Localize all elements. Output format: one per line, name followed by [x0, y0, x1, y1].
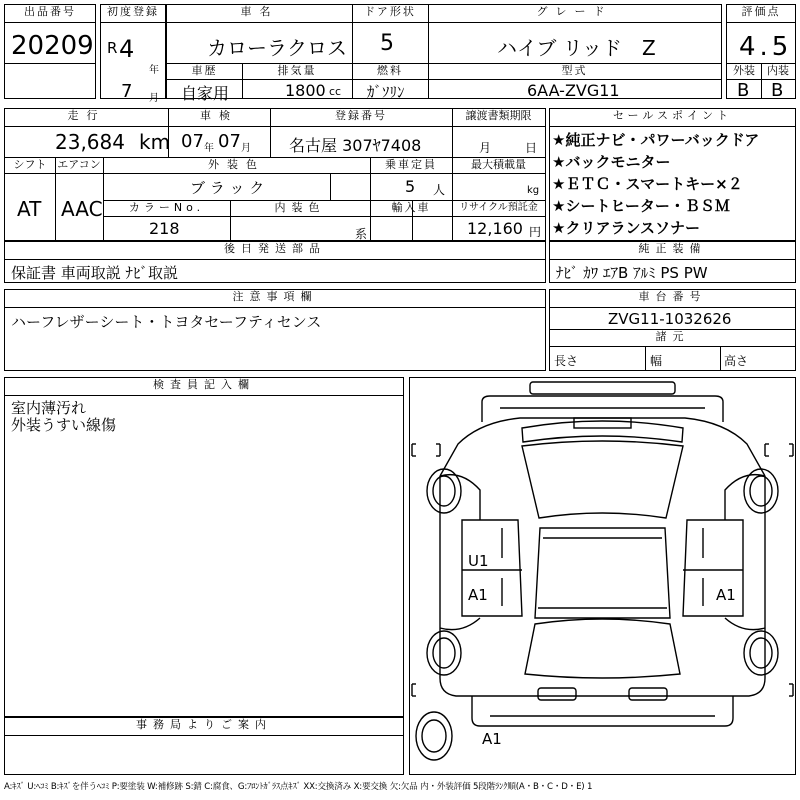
equipment-label: 純正装備 — [638, 242, 707, 255]
displacement-label: 排気量 — [277, 64, 317, 77]
sales-point-2: ★バックモニター — [552, 153, 671, 171]
chassis-box — [549, 289, 796, 371]
fuel-label: 燃料 — [377, 64, 403, 77]
notes-label: 注意事項欄 — [232, 290, 318, 303]
car-diagram — [409, 377, 796, 775]
office-label: 事務局よりご案内 — [136, 718, 272, 731]
inspector-box — [4, 377, 404, 717]
shipping-parts-label: 後日発送部品 — [224, 242, 326, 255]
damage-mark-left-front-door: U1 — [468, 552, 489, 570]
grade-label: グレード — [536, 5, 613, 18]
damage-mark-left-rear-door: A1 — [468, 586, 488, 604]
chassis-number: ZVG11-1032626 — [608, 310, 732, 328]
lot-number: 20209 — [11, 31, 94, 61]
inspection-label: 車検 — [200, 109, 238, 122]
exterior-label: 外装 — [733, 64, 755, 77]
car-diagram-svg — [410, 378, 795, 774]
exterior-grade: B — [737, 80, 750, 101]
interior-label: 内装 — [767, 64, 789, 77]
shift: AT — [17, 197, 42, 221]
vehicle-detail-box — [4, 108, 546, 241]
history: 自家用 — [181, 84, 230, 103]
capacity-label: 乗車定員 — [385, 158, 437, 171]
ac-label: エアコン — [57, 158, 101, 171]
notes-box — [4, 289, 546, 371]
width-label: 幅 — [650, 354, 663, 368]
month-unit: 月 — [149, 93, 159, 104]
sales-point-4: ★シートヒーター・ＢＳＭ — [552, 197, 730, 215]
door-label: ドア形状 — [364, 5, 416, 18]
length-label: 長さ — [554, 354, 579, 368]
recycle-unit: 円 — [529, 225, 542, 239]
import-label: 輸入車 — [391, 201, 431, 214]
score-label: 評価点 — [741, 5, 781, 18]
era: R — [107, 39, 118, 57]
inspection-year: 07 — [181, 131, 204, 152]
model: 6AA-ZVG11 — [527, 81, 620, 100]
interior-color-label: 内装色 — [274, 201, 326, 214]
damage-mark-right-rear-door: A1 — [716, 586, 736, 604]
equipment: ﾅﾋﾞ ｶﾜ ｴｱB ｱﾙﾐ PS PW — [556, 264, 708, 282]
inspection-year-unit: 年 — [204, 143, 214, 154]
damage-mark-rear-bumper: A1 — [482, 730, 502, 748]
transfer-month: 月 — [479, 141, 492, 155]
interior-color-unit: 系 — [355, 227, 368, 241]
spec-box — [166, 4, 722, 103]
displacement-unit: cc — [329, 85, 342, 98]
transfer-day: 日 — [525, 141, 538, 155]
recycle-label: リサイクル預託金 — [459, 202, 538, 213]
plate-number: 名古屋 307ﾔ7408 — [289, 136, 422, 155]
load-unit: kg — [527, 185, 540, 196]
plate-label: 登録番号 — [335, 109, 387, 122]
interior-grade: B — [771, 80, 784, 101]
sales-point-1: ★純正ナビ・パワーバックドア — [552, 131, 760, 149]
shipping-parts-box — [4, 241, 546, 283]
first-registration-box — [100, 4, 166, 104]
displacement: 1800 — [285, 81, 326, 100]
mileage: 23,684 — [55, 130, 125, 154]
sales-point-3: ★ＥＴＣ・スマートキー×２ — [552, 175, 743, 193]
inspection-month-unit: 月 — [241, 143, 251, 154]
sales-points-box — [549, 108, 796, 241]
color-number-label: カラーNo. — [128, 201, 205, 214]
inspection-month: 07 — [218, 131, 241, 152]
transfer-label: 譲渡書類期限 — [465, 109, 532, 122]
sales-points-label: セールスポイント — [612, 109, 732, 122]
height-label: 高さ — [724, 354, 749, 368]
sales-point-5: ★クリアランスソナー — [552, 219, 700, 237]
air-conditioner: AAC — [61, 197, 103, 221]
dims-label: 諸元 — [655, 330, 690, 343]
inspector-note-1: 室内薄汚れ — [11, 399, 87, 417]
fuel: ｶﾞｿﾘﾝ — [367, 83, 405, 101]
mileage-label: 走行 — [67, 109, 106, 122]
history-label: 車歴 — [191, 64, 218, 77]
color-label: 外装色 — [208, 158, 265, 171]
score: 4.5 — [739, 32, 793, 62]
capacity: 5 — [405, 177, 416, 196]
score-box — [726, 4, 796, 99]
lot-label: 出品番号 — [24, 5, 76, 18]
chassis-label: 車台番号 — [638, 290, 707, 303]
shift-label: シフト — [13, 158, 47, 171]
inspector-label: 検査員記入欄 — [153, 378, 255, 391]
office-box — [4, 717, 404, 775]
inspector-note-2: 外装うすい線傷 — [11, 416, 117, 434]
mileage-unit: km — [139, 130, 171, 154]
recycle-fee: 12,160 — [467, 219, 523, 238]
color-number: 218 — [149, 219, 180, 238]
model-label: 型式 — [561, 64, 588, 77]
first-reg-year: 4 — [119, 35, 135, 63]
door-count: 5 — [380, 31, 394, 56]
equipment-box — [549, 241, 796, 283]
legend: A:ｷｽﾞ U:ﾍｺﾐ B:ｷｽﾞを伴うﾍｺﾐ P:要塗装 W:補修跡 S:錆 C:腐食、G:ﾌﾛﾝﾄｶﾞﾗｽ点ｷｽﾞ XX:交換済み X:要交換 欠:欠品 内・外装評価 5段階ﾗﾝｸ順(A・B・C・D・E) 1 — [4, 782, 593, 792]
shipping-parts: 保証書 車両取説 ﾅﾋﾞ取説 — [11, 264, 179, 282]
first-registration-label: 初度登録 — [107, 5, 159, 18]
load-label: 最大積載量 — [471, 158, 526, 171]
capacity-unit: 人 — [433, 183, 446, 197]
grade: ハイブ リッド Z — [497, 36, 656, 60]
exterior-color: ブ ラ ッ ク — [190, 179, 265, 197]
year-unit: 年 — [149, 65, 159, 76]
first-reg-month: 7 — [121, 81, 133, 102]
car-name-label: 車名 — [240, 5, 279, 18]
car-name: カローラクロス — [207, 36, 347, 60]
notes: ハーフレザーシート・トヨタセーフティセンス — [11, 313, 322, 331]
lot-box — [4, 4, 96, 99]
